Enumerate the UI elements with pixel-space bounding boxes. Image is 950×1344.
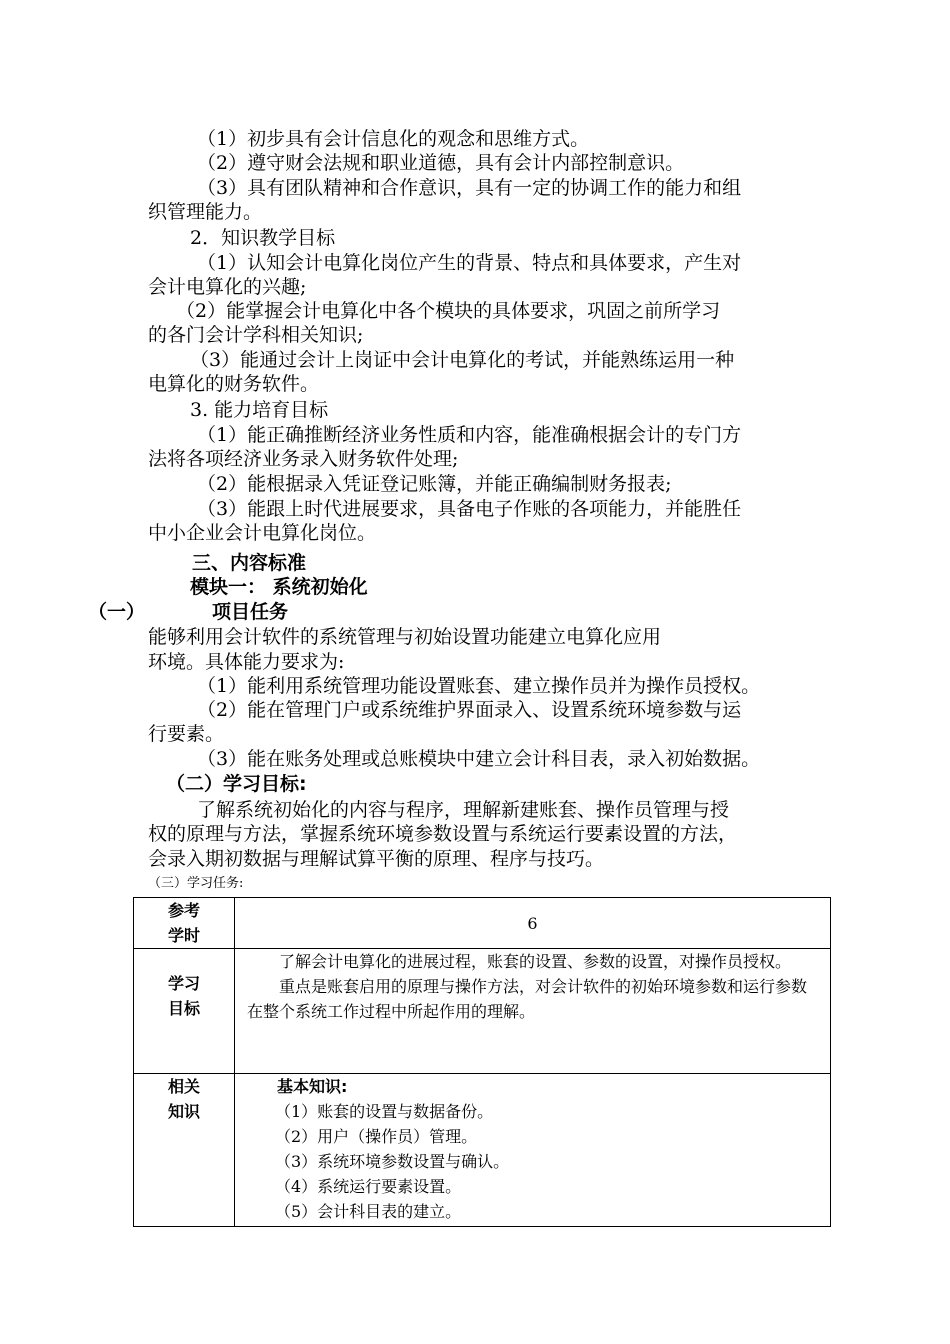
learning-task-table bbox=[133, 897, 831, 1227]
objective-line: （2）遵守财会法规和职业道德，具有会计内部控制意识。 bbox=[197, 152, 685, 174]
subsection-heading: 2．知识教学目标 bbox=[190, 227, 336, 249]
body-line: 能够利用会计软件的系统管理与初始设置功能建立电算化应用 bbox=[148, 626, 662, 648]
knowledge-item: （4）系统运行要素设置。 bbox=[275, 1177, 462, 1196]
reference-hours-value: 6 bbox=[235, 898, 831, 949]
knowledge-item: （2）用户（操作员）管理。 bbox=[275, 1127, 478, 1146]
table-label-cell bbox=[134, 898, 235, 949]
body-line: 了解系统初始化的内容与程序，理解新建账套、操作员管理与授 bbox=[197, 799, 730, 821]
knowledge-item: （1）账套的设置与数据备份。 bbox=[275, 1102, 494, 1121]
objective-line: （2）能掌握会计电算化中各个模块的具体要求，巩固之前所学习 bbox=[176, 300, 721, 322]
section-heading: 三、内容标准 bbox=[192, 552, 307, 574]
body-line: 环境。具体能力要求为: bbox=[148, 651, 345, 673]
label-text: 相关 bbox=[167, 1077, 200, 1096]
requirement-line: （2）能在管理门户或系统维护界面录入、设置系统环境参数与运 bbox=[197, 699, 742, 721]
objective-line: 中小企业会计电算化岗位。 bbox=[148, 522, 377, 544]
objective-line: 会计电算化的兴趣; bbox=[148, 276, 307, 298]
subsection-heading: 3. 能力培育目标 bbox=[190, 399, 329, 421]
label-text: 参考 bbox=[167, 901, 200, 920]
objective-line: 的各门会计学科相关知识; bbox=[148, 324, 364, 346]
objective-line: （2）能根据录入凭证登记账簿，并能正确编制财务报表; bbox=[197, 473, 672, 495]
label-text: 学时 bbox=[167, 926, 200, 945]
objective-line: （1）能正确推断经济业务性质和内容，能准确根据会计的专门方 bbox=[197, 424, 742, 446]
task-caption: （三）学习任务: bbox=[148, 876, 244, 891]
objective-line: （1）认知会计电算化岗位产生的背景、特点和具体要求，产生对 bbox=[197, 252, 742, 274]
objective-line: （3）能跟上时代进展要求，具备电子作账的各项能力，并能胜任 bbox=[197, 498, 742, 520]
objective-line: （3）具有团队精神和合作意识，具有一定的协调工作的能力和组 bbox=[197, 177, 742, 199]
requirement-line: （3）能在账务处理或总账模块中建立会计科目表，录入初始数据。 bbox=[197, 748, 761, 770]
objective-line: 法将各项经济业务录入财务软件处理; bbox=[148, 448, 459, 470]
objective-line: （1）初步具有会计信息化的观念和思维方式。 bbox=[197, 128, 590, 150]
subsection-number: （一） bbox=[88, 601, 146, 623]
goal-paragraph: 了解会计电算化的进展过程，账套的设置、参数的设置，对操作员授权。 bbox=[279, 952, 792, 971]
knowledge-item: （3）系统环境参数设置与确认。 bbox=[275, 1152, 510, 1171]
table-label-cell bbox=[134, 949, 235, 1074]
objective-line: 电算化的财务软件。 bbox=[148, 373, 320, 395]
table-row bbox=[134, 949, 831, 1074]
objective-line: （3）能通过会计上岗证中会计电算化的考试，并能熟练运用一种 bbox=[190, 349, 735, 371]
subsection-title: 项目任务 bbox=[212, 601, 289, 623]
related-knowledge-cell bbox=[235, 1074, 831, 1227]
subsection-heading: （二）学习目标: bbox=[166, 773, 307, 795]
label-text: 目标 bbox=[167, 999, 200, 1018]
goal-paragraph: 重点是账套启用的原理与操作方法，对会计软件的初始环境参数和运行参数在整个系统工作过程中所起作用的理解。 bbox=[247, 977, 808, 1021]
learning-goal-cell bbox=[235, 949, 831, 1074]
table-label-cell bbox=[134, 1074, 235, 1227]
body-line: 会录入期初数据与理解试算平衡的原理、程序与技巧。 bbox=[148, 848, 605, 870]
requirement-line: 行要素。 bbox=[148, 723, 225, 745]
table-row bbox=[134, 1074, 831, 1227]
requirement-line: （1）能利用系统管理功能设置账套、建立操作员并为操作员授权。 bbox=[197, 675, 761, 697]
module-title: 模块一： 系统初始化 bbox=[190, 576, 368, 598]
label-text: 学习 bbox=[167, 974, 200, 993]
knowledge-heading: 基本知识: bbox=[277, 1077, 348, 1096]
body-line: 权的原理与方法，掌握系统环境参数设置与系统运行要素设置的方法， bbox=[148, 823, 738, 845]
objective-line: 织管理能力。 bbox=[148, 201, 263, 223]
label-text: 知识 bbox=[167, 1102, 200, 1121]
knowledge-item: （5）会计科目表的建立。 bbox=[275, 1202, 462, 1221]
table-row bbox=[134, 898, 831, 949]
